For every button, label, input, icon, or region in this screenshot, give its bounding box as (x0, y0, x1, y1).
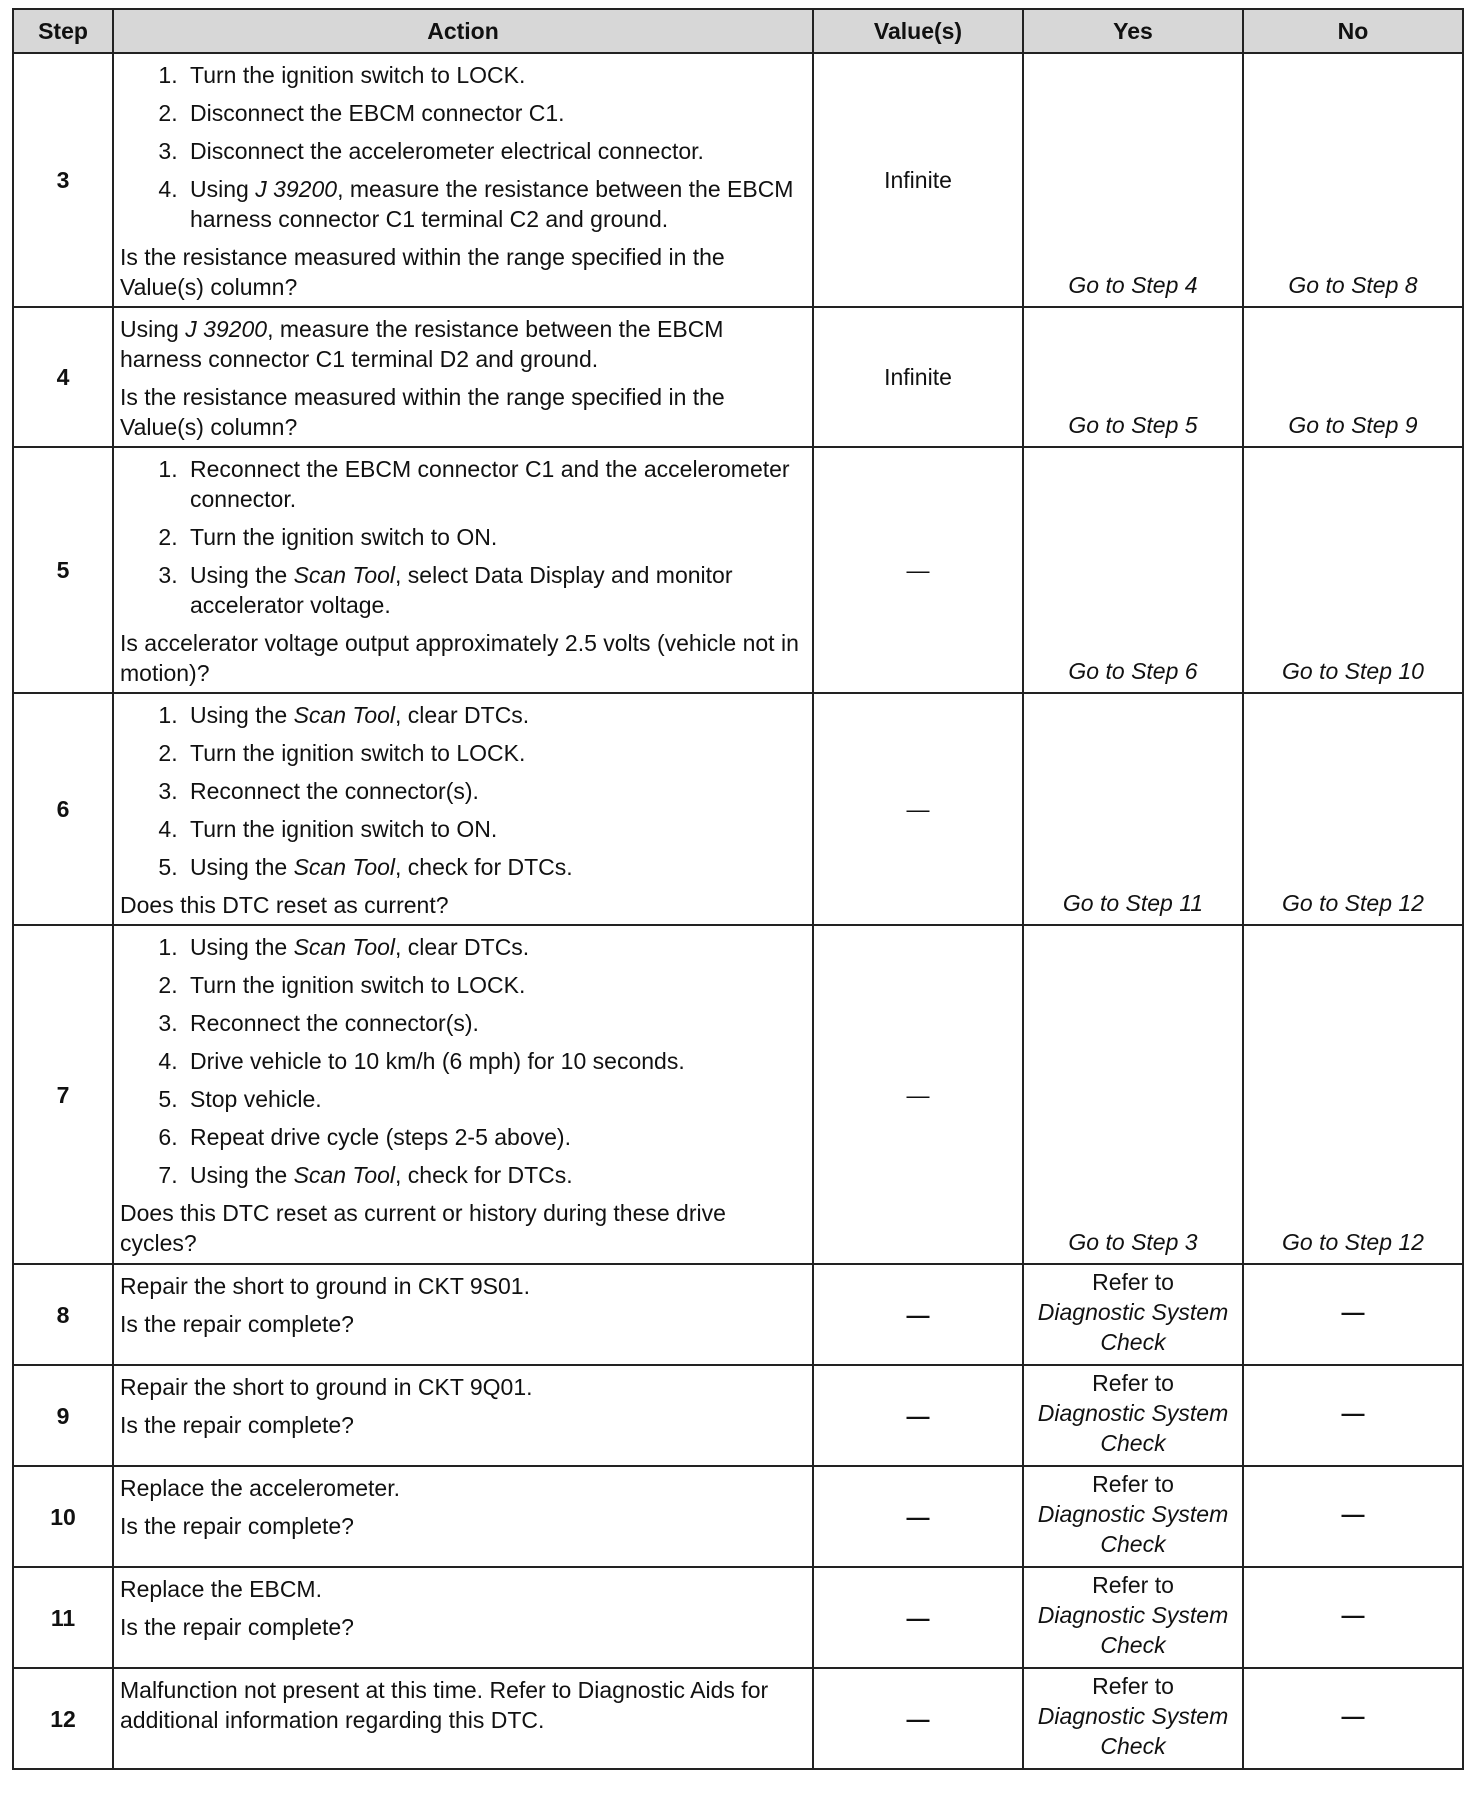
question: Is the resistance measured within the range specified in the Value(s) column? (120, 384, 725, 440)
list-item: 2. Turn the ignition switch to LOCK. (184, 738, 806, 768)
value-cell: — (813, 693, 1023, 925)
no-cell: Go to Step 12 (1243, 693, 1463, 925)
yes-cell: Refer to Diagnostic System Check (1023, 1567, 1243, 1668)
action-list (120, 454, 806, 620)
no-cell: Go to Step 10 (1243, 447, 1463, 693)
list-item: 3. Reconnect the connector(s). (184, 776, 806, 806)
list-item: 4. Drive vehicle to 10 km/h (6 mph) for 10 seconds. (184, 1046, 806, 1076)
step-number: 3 (13, 53, 113, 307)
yes-cell: Go to Step 5 (1023, 307, 1243, 447)
action-list (120, 700, 806, 882)
list-item: 1. Using the Scan Tool, clear DTCs. (184, 932, 806, 962)
list-item: 3. Using the Scan Tool, select Data Display and monitor accelerator voltage. (184, 560, 806, 620)
question: Is the repair complete? (120, 1412, 354, 1438)
value-cell: — (813, 1567, 1023, 1668)
value-cell: — (813, 1264, 1023, 1365)
question: Does this DTC reset as current or history during these drive cycles? (120, 1200, 726, 1256)
question: Is accelerator voltage output approximately 2.5 volts (vehicle not in motion)? (120, 630, 799, 686)
action-text: Repair the short to ground in CKT 9S01. (120, 1273, 530, 1299)
no-cell: Go to Step 8 (1243, 53, 1463, 307)
question: Is the resistance measured within the range specified in the Value(s) column? (120, 244, 725, 300)
yes-cell: Go to Step 6 (1023, 447, 1243, 693)
action-cell (113, 1668, 813, 1769)
value-cell: — (813, 1365, 1023, 1466)
action-text: Using J 39200, measure the resistance between the EBCM harness connector C1 terminal D2 and ground. (120, 316, 724, 372)
list-item: 7. Using the Scan Tool, check for DTCs. (184, 1160, 806, 1190)
step-number: 7 (13, 925, 113, 1264)
header-step: Step (13, 9, 113, 53)
table-row-step-4 (13, 307, 1463, 447)
list-item: 4. Turn the ignition switch to ON. (184, 814, 806, 844)
step-number: 11 (13, 1567, 113, 1668)
action-cell (113, 447, 813, 693)
action-list (120, 932, 806, 1190)
step-number: 8 (13, 1264, 113, 1365)
yes-cell: Refer to Diagnostic System Check (1023, 1365, 1243, 1466)
step-number: 12 (13, 1668, 113, 1769)
header-no: No (1243, 9, 1463, 53)
action-cell (113, 693, 813, 925)
yes-cell: Go to Step 3 (1023, 925, 1243, 1264)
value-cell: Infinite (813, 307, 1023, 447)
table-row-step-3 (13, 53, 1463, 307)
action-text: Replace the accelerometer. (120, 1475, 400, 1501)
question: Does this DTC reset as current? (120, 892, 449, 918)
diagnostic-table-sheet (12, 8, 1464, 1770)
step-number: 4 (13, 307, 113, 447)
action-cell (113, 925, 813, 1264)
action-text: Malfunction not present at this time. Refer to Diagnostic Aids for additional information regarding this DTC. (120, 1677, 769, 1733)
list-item: 2. Disconnect the EBCM connector C1. (184, 98, 806, 128)
list-item: 2. Turn the ignition switch to LOCK. (184, 970, 806, 1000)
value-cell: — (813, 1466, 1023, 1567)
list-item: 4. Using J 39200, measure the resistance between the EBCM harness connector C1 terminal C2 and ground. (184, 174, 806, 234)
list-item: 2. Turn the ignition switch to ON. (184, 522, 806, 552)
action-cell (113, 1567, 813, 1668)
table-row-step-8 (13, 1264, 1463, 1365)
yes-cell: Go to Step 11 (1023, 693, 1243, 925)
value-cell: — (813, 925, 1023, 1264)
no-cell: — (1243, 1264, 1463, 1365)
no-cell: — (1243, 1466, 1463, 1567)
action-list (120, 60, 806, 234)
header-values: Value(s) (813, 9, 1023, 53)
action-text: Repair the short to ground in CKT 9Q01. (120, 1374, 533, 1400)
action-text: Replace the EBCM. (120, 1576, 322, 1602)
yes-cell: Refer to Diagnostic System Check (1023, 1668, 1243, 1769)
header-yes: Yes (1023, 9, 1243, 53)
question: Is the repair complete? (120, 1614, 354, 1640)
list-item: 1. Turn the ignition switch to LOCK. (184, 60, 806, 90)
value-cell: Infinite (813, 53, 1023, 307)
yes-cell: Go to Step 4 (1023, 53, 1243, 307)
table-row-step-11 (13, 1567, 1463, 1668)
step-number: 9 (13, 1365, 113, 1466)
action-cell (113, 307, 813, 447)
no-cell: Go to Step 9 (1243, 307, 1463, 447)
step-number: 10 (13, 1466, 113, 1567)
yes-cell: Refer to Diagnostic System Check (1023, 1466, 1243, 1567)
list-item: 3. Disconnect the accelerometer electrical connector. (184, 136, 806, 166)
question: Is the repair complete? (120, 1513, 354, 1539)
no-cell: — (1243, 1668, 1463, 1769)
action-cell (113, 1365, 813, 1466)
list-item: 3. Reconnect the connector(s). (184, 1008, 806, 1038)
table-row-step-7 (13, 925, 1463, 1264)
list-item: 1. Using the Scan Tool, clear DTCs. (184, 700, 806, 730)
question: Is the repair complete? (120, 1311, 354, 1337)
table-row-step-6 (13, 693, 1463, 925)
table-row-step-9 (13, 1365, 1463, 1466)
no-cell: Go to Step 12 (1243, 925, 1463, 1264)
list-item: 5. Using the Scan Tool, check for DTCs. (184, 852, 806, 882)
list-item: 6. Repeat drive cycle (steps 2-5 above). (184, 1122, 806, 1152)
header-row (13, 9, 1463, 53)
action-cell (113, 1466, 813, 1567)
table-row-step-5 (13, 447, 1463, 693)
diagnostic-table (12, 8, 1464, 1770)
list-item: 1. Reconnect the EBCM connector C1 and the accelerometer connector. (184, 454, 806, 514)
step-number: 5 (13, 447, 113, 693)
no-cell: — (1243, 1365, 1463, 1466)
list-item: 5. Stop vehicle. (184, 1084, 806, 1114)
action-cell (113, 1264, 813, 1365)
table-row-step-10 (13, 1466, 1463, 1567)
step-number: 6 (13, 693, 113, 925)
action-cell (113, 53, 813, 307)
value-cell: — (813, 1668, 1023, 1769)
header-action: Action (113, 9, 813, 53)
yes-cell: Refer to Diagnostic System Check (1023, 1264, 1243, 1365)
table-row-step-12 (13, 1668, 1463, 1769)
no-cell: — (1243, 1567, 1463, 1668)
value-cell: — (813, 447, 1023, 693)
